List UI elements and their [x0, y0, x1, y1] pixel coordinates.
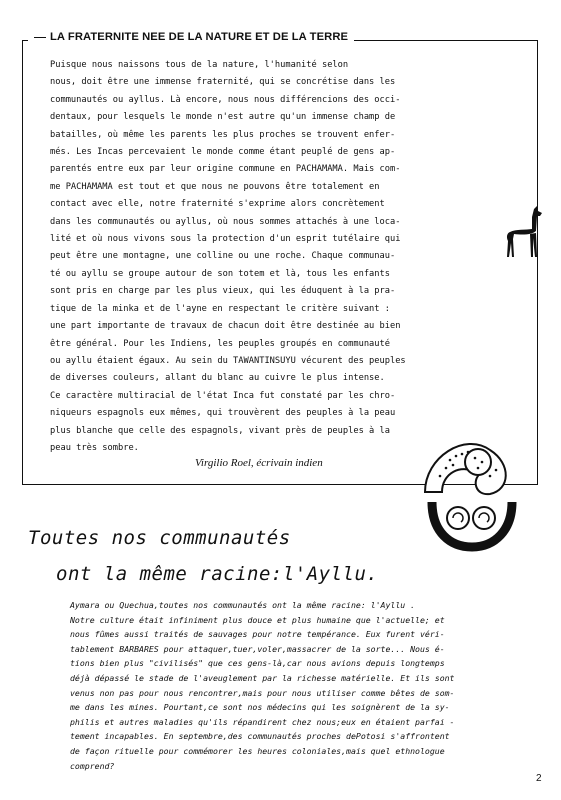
headline [28, 520, 378, 592]
headline-line-2: ont la même racine:l'Ayllu. [56, 563, 379, 585]
llama-icon [504, 205, 548, 263]
headline-line-1: Toutes nos communautés [28, 527, 291, 549]
page-number: 2 [536, 773, 542, 784]
box-title [28, 31, 354, 43]
emblem-logo [420, 432, 520, 552]
author-signature: Virgilio Roel, écrivain indien [195, 457, 323, 469]
box-body-text: Puisque nous naissons tous de la nature, l'humanité selon nous, doit être une immense fraternité, qui se concrétise dans les communautés ou ayllus. Là encore, nous nous différencions des occi- dentaux, pour lesquels le monde n'est autre qu'un immense champ de batailles, où même les parents les plus proches se trouvent enfer- més. Les Incas percevaient le monde comme étant peuplé de gens ap- parentés entre eux par leur origine commune en PACHAMAMA. Mais com- me PACHAMAMA est tout et que nous ne pouvons être totalement en contact avec elle, notre fraternité s'exprime alors concrètement dans les communautés ou ayllus, où nous sommes attachés à une loca- lité et où nous vivons sous la protection d'un esprit tutélaire qui peut être une montagne, une colline ou une roche. Chaque communau- té ou ayllu se groupe autour de son totem et là, tous les enfants sont pris en charge par les plus vieux, qui les éduquent à la pra- tique de la minka et de l'ayne en respectant le critère suivant : une part importante de travaux de chacun doit être destinée au bien être général. Pour les Indiens, les peuples groupés en communauté ou ayllu étaient égaux. Au sein du TAWANTINSUYU vécurent des peuples de diverses couleurs, allant du blanc au cuivre le plus intense. Ce caractère multiracial de l'état Inca fut constaté par les chro- niqueurs espagnols eux mêmes, qui trouvèrent des peuples à la peau plus blanche que celle des espagnols, vivant près de peuples à la peau très sombre. [50, 60, 406, 453]
box-title-text: LA FRATERNITE NEE DE LA NATURE ET DE LA TERRE [50, 31, 349, 43]
title-rule [34, 37, 46, 38]
body-paragraph: Aymara ou Quechua,toutes nos communautés ont la même racine: l'Ayllu . Notre culture était infiniment plus douce et plus humaine que l'actuelle; et nous fûmes aussi traités de sauvages pour notre tempérance. Eux furent véri- tablement BARBARES pour attaquer,tuer,voler,massacrer de la sorte... Nous é- tions bien plus "civilisés" que ces gens-là,car nous avions depuis longtemps déjà dépassé le stade de l'aveuglement par la richesse matérielle. Et ils sont venus non pas pour nous rencontrer,mais pour nous utiliser comme bêtes de som- me dans les mines. Pourtant,ce sont nos médecins qui les soignèrent de la sy- philis et autres maladies qu'ils répandirent chez nous;eux en étaient parfai - tement incapables. En septembre,des communautés proches dePotosi s'affrontent de façon rituelle pour commémorer les heures coloniales,mais quel ethnologue comprend? [70, 600, 455, 771]
